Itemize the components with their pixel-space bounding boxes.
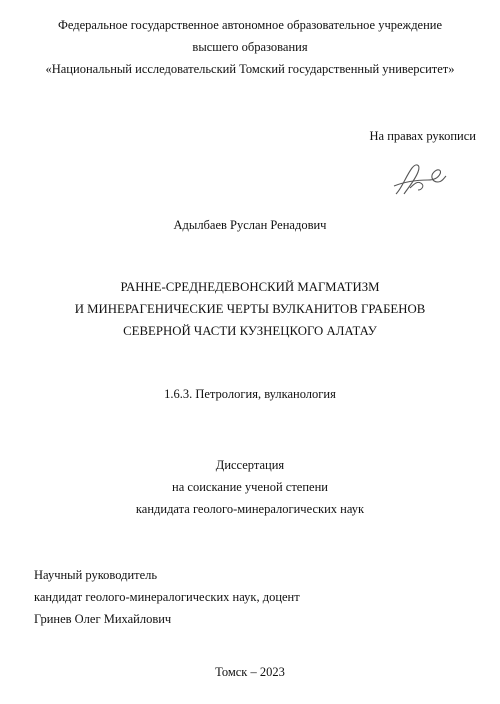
supervisor-block — [34, 564, 300, 630]
specialty: 1.6.3. Петрология, вулканология — [164, 387, 336, 401]
dissertation-title — [0, 276, 500, 342]
title-line-3: СЕВЕРНОЙ ЧАСТИ КУЗНЕЦКОГО АЛАТАУ — [123, 324, 377, 338]
supervisor-name: Гринев Олег Михайлович — [34, 612, 172, 626]
degree-line-2: на соискание ученой степени — [172, 480, 328, 494]
city-year: Томск – 2023 — [215, 665, 285, 679]
organization-header — [0, 14, 500, 80]
supervisor-label: Научный руководитель — [34, 568, 158, 582]
supervisor-degree: кандидат геолого-минералогических наук, доцент — [34, 590, 300, 604]
title-line-1: РАННЕ-СРЕДНЕДЕВОНСКИЙ МАГМАТИЗМ — [120, 280, 380, 294]
rights-note: На правах рукописи — [369, 129, 476, 143]
degree-line-3: кандидата геолого-минералогических наук — [135, 502, 365, 516]
author-name: Адылбаев Руслан Ренадович — [173, 218, 327, 232]
title-line-2: И МИНЕРАГЕНИЧЕСКИЕ ЧЕРТЫ ВУЛКАНИТОВ ГРАБЕНОВ — [74, 302, 426, 316]
organization-line-1: Федеральное государственное автономное образовательное учреждение — [57, 18, 443, 32]
organization-line-3: «Национальный исследовательский Томский государственный университет» — [45, 62, 455, 76]
dissertation-degree — [0, 454, 500, 520]
organization-line-2: высшего образования — [192, 40, 308, 54]
degree-line-1: Диссертация — [215, 458, 285, 472]
handwritten-signature — [388, 158, 452, 202]
